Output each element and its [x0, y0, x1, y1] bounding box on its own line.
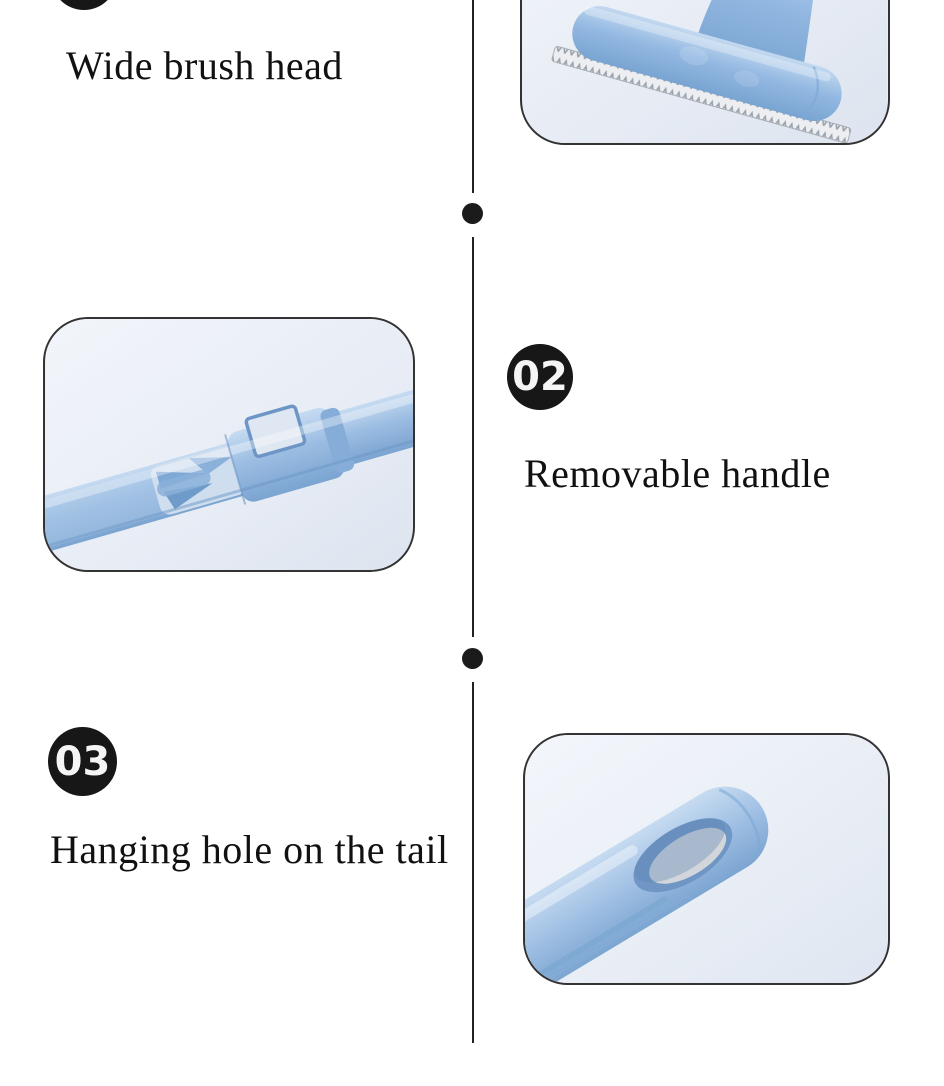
- feature-3-number: 03: [54, 738, 111, 785]
- feature-1-photo-card: [520, 0, 890, 145]
- feature-1-label: Wide brush head: [66, 43, 343, 88]
- feature-2-number-badge: [507, 344, 573, 410]
- connector-line-segment-bottom: [472, 682, 474, 1043]
- connector-line-segment-middle: [472, 237, 474, 637]
- feature-2-number: 02: [512, 354, 568, 400]
- hanging-hole-photo: [525, 735, 888, 983]
- feature-1-number-badge: [51, 0, 117, 10]
- connector-dot-1: [462, 203, 483, 224]
- feature-2-photo-card: [43, 317, 415, 572]
- connector-line-segment-top: [472, 0, 474, 193]
- feature-3-number-badge: [48, 727, 117, 796]
- removable-handle-photo: [45, 319, 413, 570]
- feature-2-label: Removable handle: [524, 451, 831, 496]
- feature-3-label: Hanging hole on the tail: [50, 827, 449, 872]
- connector-dot-2: [462, 648, 483, 669]
- feature-3-photo-card: [523, 733, 890, 985]
- wide-brush-head-photo: [522, 0, 888, 143]
